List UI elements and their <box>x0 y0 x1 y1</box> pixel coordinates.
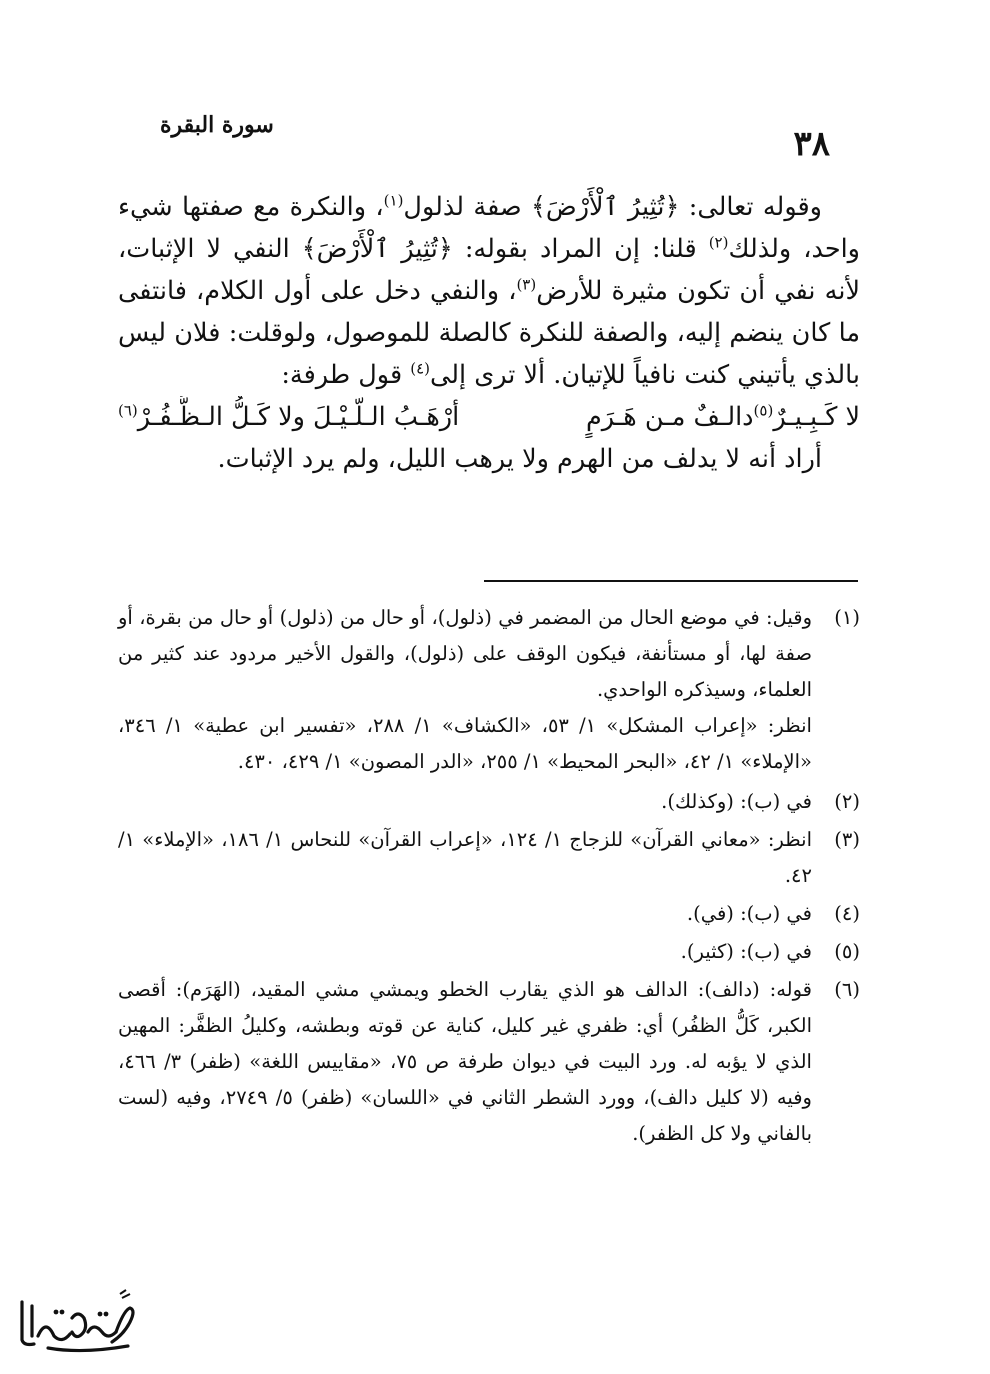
text-run: ، والنكرة مع صفتها شيء واحد، ولذلك <box>118 192 860 264</box>
footnote <box>118 934 860 970</box>
text-run: قلنا: إن المراد بقوله: ﴿تُثِيرُ ٱلْأَرْضَ﴾ النفي لا الإثبات، لأنه نفي أن تكون مثيرة للأرض <box>118 234 860 306</box>
running-title: سورة البقرة <box>160 112 274 138</box>
footnote-number: (٢) <box>834 790 860 813</box>
footnote <box>118 600 860 780</box>
text-run: دالـفٌ مـن هَـرَمٍ <box>585 402 754 432</box>
text-run: وقوله تعالى: ﴿تُثِيرُ ٱلْأَرْضَ﴾ صفة لذلول <box>403 192 822 222</box>
main-text <box>118 186 860 480</box>
text-run: أرْهَـبُ الـلّـيْـلَ ولا كَـلُّ الـظُّـفُـرْ <box>137 402 460 432</box>
footnote-separator <box>484 580 858 582</box>
footnote-ref-1: (١) <box>383 191 404 210</box>
footnote-text: في (ب): (كثير). <box>680 940 812 963</box>
text-run: ، والنفي دخل على أول الكلام، فانتفى ما كان ينضم إليه، والصفة للنكرة كالصلة للموصول، ولوقلت: فلان ليس بالذي يأتيني كنت نافياً للإتيان. ألا ترى إلى <box>118 276 860 390</box>
footnote-text: انظر: «إعراب المشكل» ١/ ٥٣، «الكشاف» ١/ ٢٨٨، «تفسير ابن عطية» ١/ ٣٤٦، «الإملاء» ١/ ٤٢، «البحر المحيط» ١/ ٢٥٥، «الدر المصون» ١/ ٤٢٩، ٤٣٠. <box>118 714 812 773</box>
text-run: لا كَـبِـيـرٌ <box>773 402 860 432</box>
footnote <box>118 822 860 894</box>
footnote <box>118 896 860 932</box>
footnote-ref-6: (٦) <box>118 401 138 420</box>
verse-second-hemistich <box>118 396 459 438</box>
text-run: قول طرفة: <box>281 360 411 390</box>
footnote-ref-3: (٣) <box>516 275 537 294</box>
poetry-verse <box>118 396 860 438</box>
verse-first-hemistich <box>586 396 860 438</box>
page-number: ٣٨ <box>793 124 830 164</box>
watermark-logo <box>12 1288 140 1360</box>
footnote-text: قوله: (دالف): الدالف هو الذي يقارب الخطو ويمشي مشي المقيد، (الهَرَم): أقصى الكبر، كَلُّ الظفُر) أي: ظفري غير كليل، كناية عن قوته وبطشه، وكليلُ الظفَّر: المهين الذي لا يؤبه له. ورد البيت في ديوان طرفة ص ٧٥، «مقاييس اللغة» (ظفر) ٣/ ٤٦٦، وفيه (لا كليل دالف)، وورد الشطر الثاني في «اللسان» (ظفر) ٥/ ٢٧٤٩، وفيه (لست بالفاني ولا كل الظفر). <box>118 978 812 1145</box>
footnote-number: (٦) <box>834 978 860 1001</box>
footnote-ref-2: (٢) <box>708 233 729 252</box>
main-paragraph <box>118 186 860 396</box>
footnote <box>118 784 860 820</box>
footnote-text: انظر: «معاني القرآن» للزجاج ١/ ١٢٤، «إعراب القرآن» للنحاس ١/ ١٨٦، «الإملاء» ١/ ٤٢. <box>118 828 812 887</box>
conclusion-paragraph: أراد أنه لا يدلف من الهرم ولا يرهب الليل، ولم يرد الإثبات. <box>217 444 822 474</box>
footnote-number: (٥) <box>834 940 860 963</box>
footnote-text: وقيل: في موضع الحال من المضمر في (ذلول)، أو حال من (ذلول) أو حال من بقرة، أو صفة لها، أو مستأنفة، فيكون الوقف على (ذلول)، والقول الأخير مردود عند كثير من العلماء، وسيذكره الواحدي. <box>118 606 812 701</box>
footnote-number: (١) <box>834 606 860 629</box>
footnote-ref-5: (٥) <box>753 401 774 420</box>
footnotes <box>118 600 860 1154</box>
footnote-number: (٣) <box>834 828 860 851</box>
footnote-text: في (ب): (في). <box>686 902 812 925</box>
footnote-number: (٤) <box>834 902 860 925</box>
page-header <box>160 112 830 162</box>
footnote-text: في (ب): (وكذلك). <box>661 790 812 813</box>
footnote-ref-4: (٤) <box>410 359 431 378</box>
footnote <box>118 972 860 1152</box>
